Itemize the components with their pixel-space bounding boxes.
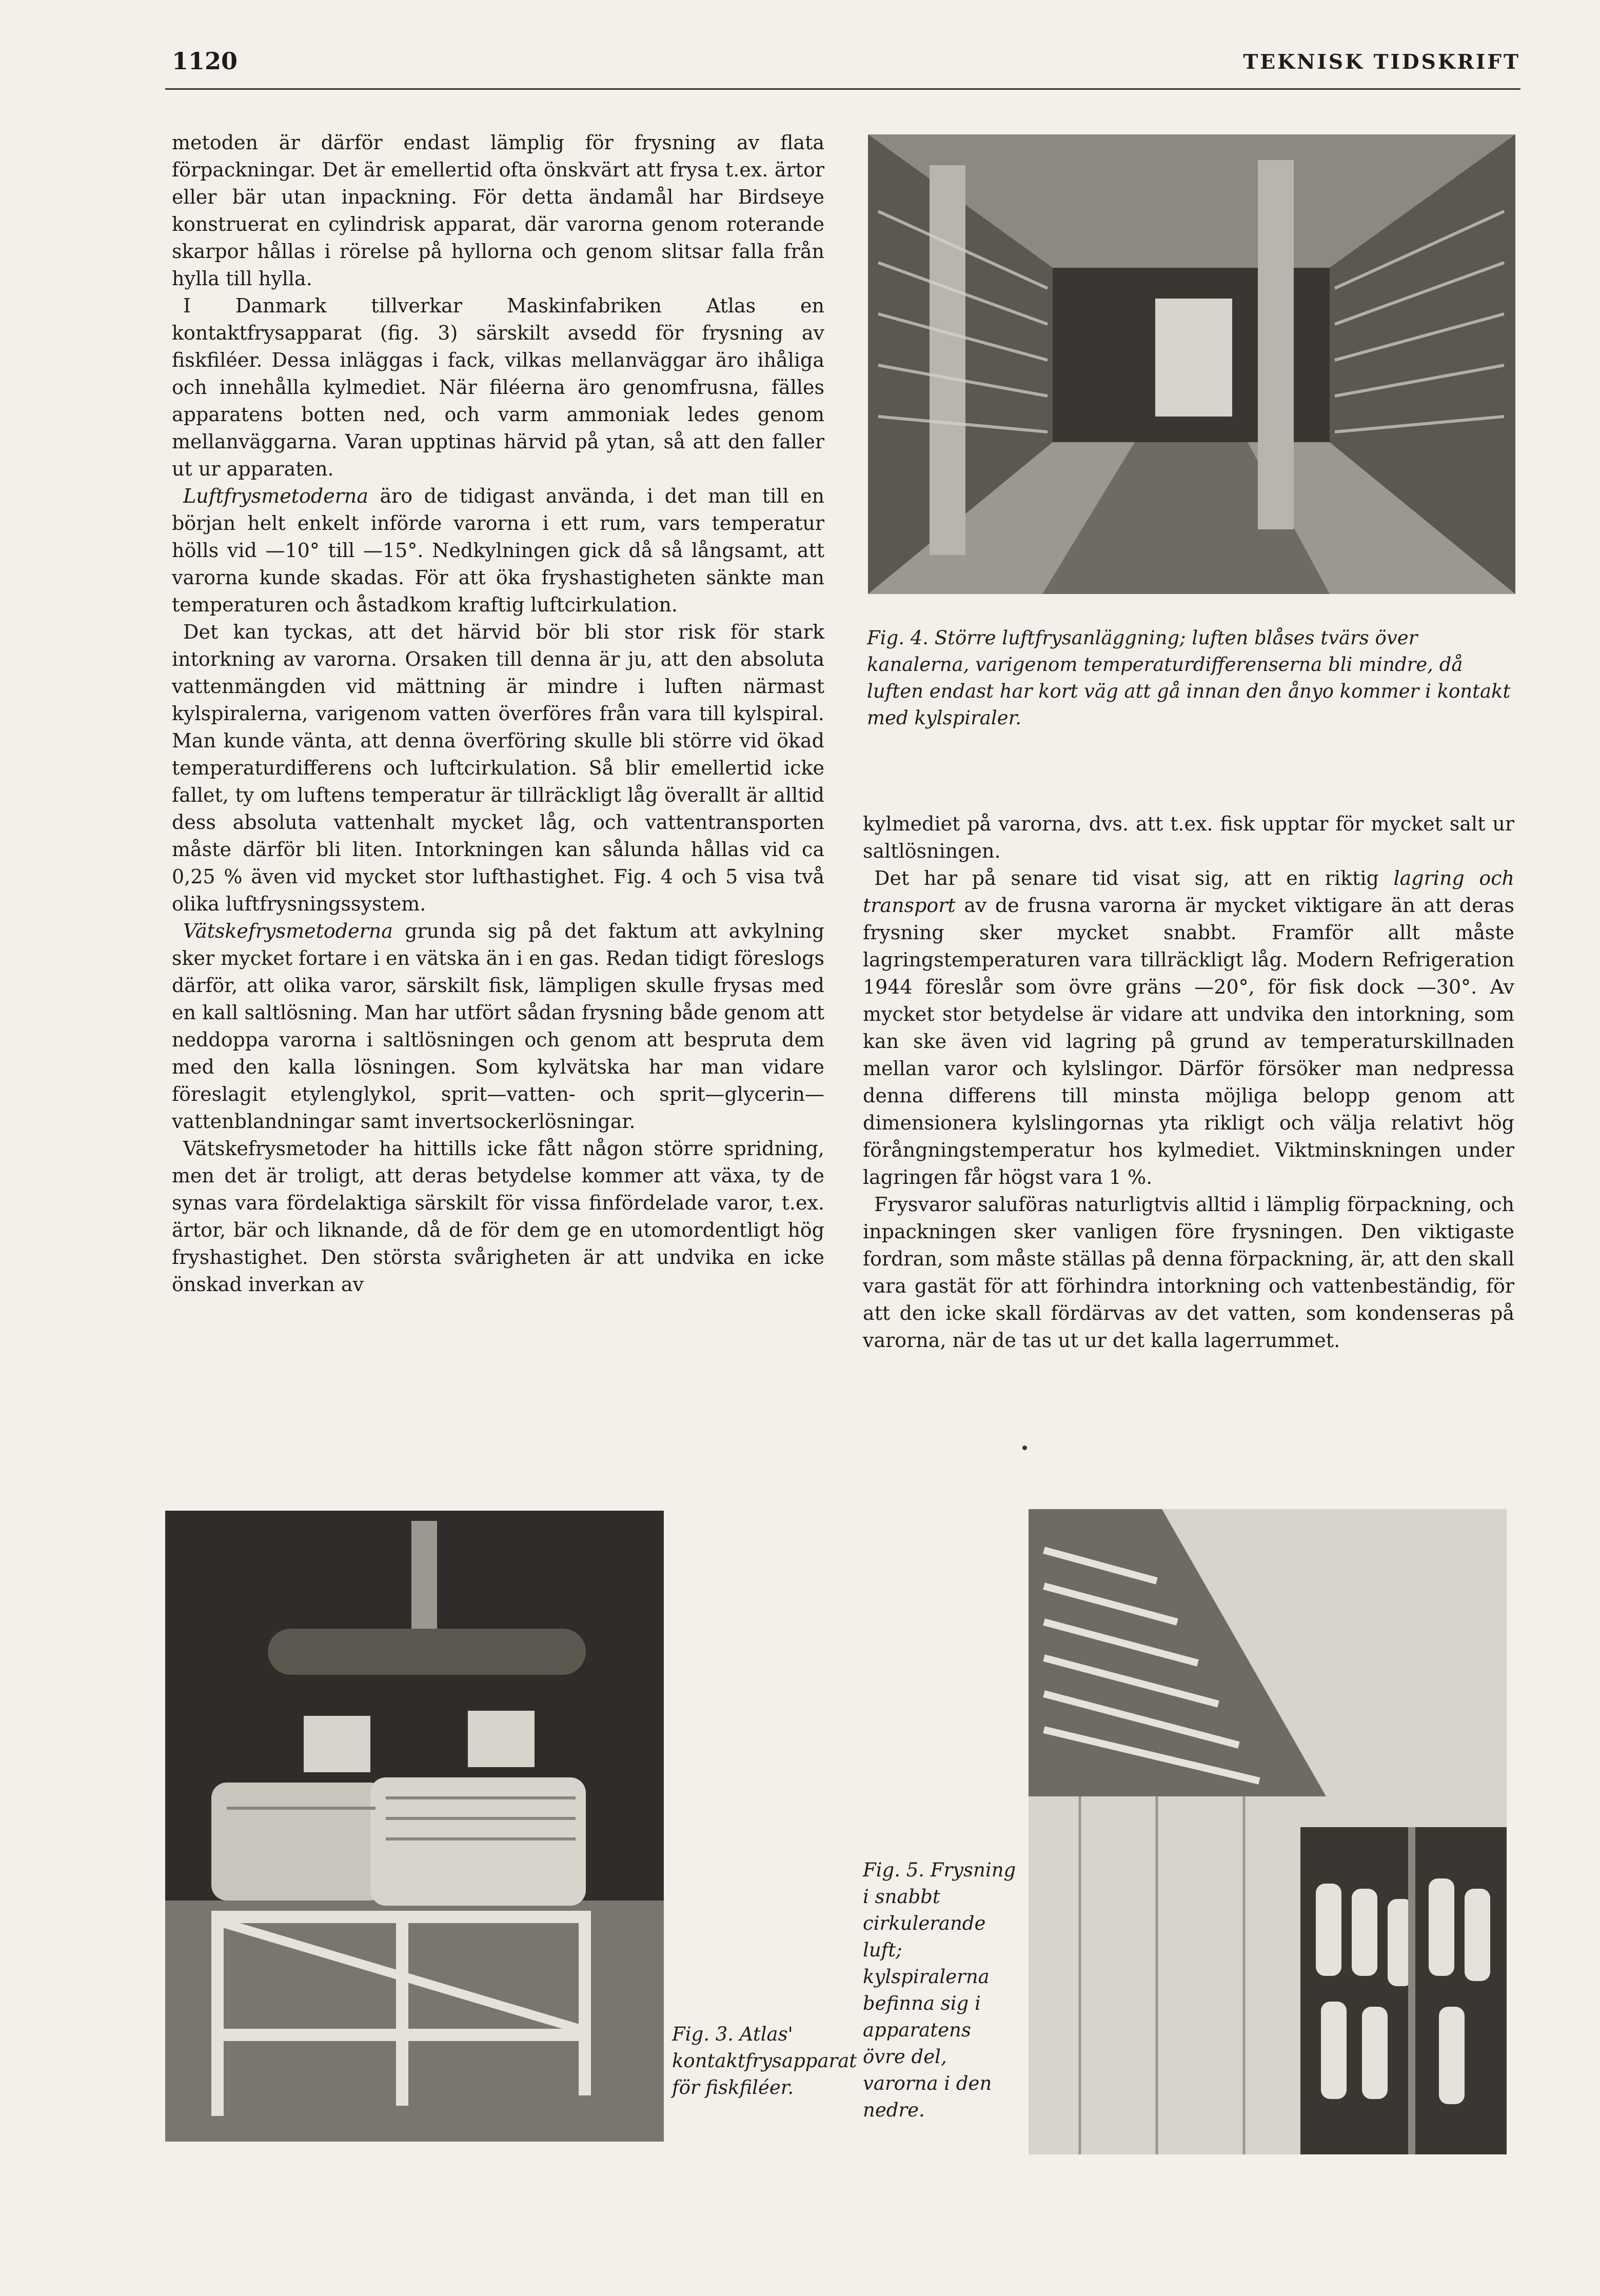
section-lead-term: Luftfrysmetoderna <box>183 485 369 507</box>
figure-5-caption: Fig. 5. Frysning i snabbt cirkulerande luft; kylspiralerna befinna sig i apparatens övre del, varorna i den nedre. <box>863 1859 1016 2121</box>
figure-3-caption: Fig. 3. Atlas' kontaktfrysapparat för fiskfiléer. <box>672 2023 857 2099</box>
right-text-column <box>863 810 1514 1354</box>
journal-title: TEKNISK TIDSKRIFT <box>1243 50 1520 74</box>
paragraph: Det kan tyckas, att det härvid bör bli stor risk för stark intorkning av varorna. Orsaken till denna är ju, att den absoluta vattenmängden vid mättning är mindre i luften närmast kylspiralerna, varigenom vatten överföres från vara till kylspiral. Man kunde vänta, att denna överföring skulle bli större vid ökad temperaturdifferens och luftcirkulation. Så blir emellertid icke fallet, ty om luftens temperatur är tillräckligt låg överallt är alltid dess absoluta vattenhalt mycket låg, och vattentransporten måste därför bli liten. Intorkningen kan sålunda hållas vid ca 0,25 % även vid mycket stor lufthastighet. Fig. 4 och 5 visa två olika luftfrysningssystem. <box>172 621 824 915</box>
paragraph <box>863 865 1514 1191</box>
paragraph <box>172 918 824 1135</box>
paragraph-text: grunda sig på det faktum att avkylning sker mycket fortare i en vätska än i en gas. Redan tidigt föreslogs därför, att olika varor, särskilt fisk, lämpligen skulle frysas med en kall saltlösning. Man har utfört sådan frysning både genom att neddoppa varorna i saltlösningen och genom att bespruta dem med den kalla lösningen. Som kylvätska har man vidare föreslagit etylenglykol, sprit—vatten- och sprit—glycerin—vattenblandningar samt invertsockerlösningar. <box>172 920 824 1133</box>
figure-4-photo <box>868 134 1515 594</box>
figure-4-caption: Fig. 4. Större luftfrysanläggning; luften blåses tvärs över kanalerna, varigenom temperaturdifferenserna bli mindre, då luften endast har kort väg att gå innan den ånyo kommer i kontakt med kylspiraler. <box>867 627 1511 729</box>
decorative-dot <box>1022 1446 1027 1450</box>
page-number: 1120 <box>172 47 238 75</box>
left-text-column <box>172 129 824 1298</box>
paragraph <box>172 483 824 619</box>
paragraph: kylmediet på varorna, dvs. att t.ex. fisk upptar för mycket salt ur saltlösningen. <box>863 813 1514 862</box>
paragraph: Vätskefrysmetoder ha hittills icke fått någon större spridning, men det är troligt, att deras betydelse kommer att växa, ty de synas vara fördelaktiga särskilt för vissa finfördelade varor, t.ex. ärtor, bär och liknande, då de för dem ge en utomordentligt hög fryshastighet. Den största svårigheten är att undvika en icke önskad inverkan av <box>172 1137 824 1296</box>
paragraph-text: av de frusna varorna är mycket viktigare än att deras frysning sker mycket snabbt. Framför allt måste lagringstemperaturen vara tillräckligt låg. Modern Refrigeration 1944 föreslår som övre gräns —20°, för fisk dock —30°. Av mycket stor betydelse är vidare att undvika den intorkning, som kan ske även vid lagring på grund av temperaturskillnaden mellan varor och kylslingor. Därför försöker man nedpressa denna differens till minsta möjliga belopp genom att dimensionera kylslingornas yta rikligt och välja relativt hög förångningstemperatur hos kylmediet. Viktminskningen under lagringen får högst vara 1 %. <box>863 894 1514 1189</box>
paragraph: metoden är därför endast lämplig för frysning av flata förpackningar. Det är emellertid ofta önskvärt att frysa t.ex. ärtor eller bär utan inpackning. För detta ändamål har Birdseye konstruerat en cylindrisk apparat, där varorna genom roterande skarpor hållas i rörelse på hyllorna och genom slitsar falla från hylla till hylla. <box>172 131 824 290</box>
paragraph-text: äro de tidigast använda, i det man till en början helt enkelt införde varorna i ett rum, vars temperatur hölls vid —10° till —15°. Nedkylningen gick då så långsamt, att varorna kunde skadas. För att öka fryshastigheten sänkte man temperaturen och åstadkom kraftig luftcirkulation. <box>172 485 824 616</box>
paragraph: Frysvaror saluföras naturligtvis alltid i lämplig förpackning, och inpackningen sker vanligen före frysningen. Den viktigaste fordran, som måste ställas på denna förpackning, är, att den skall vara gastät för att förhindra intorkning och vattenbeständig, för att den icke skall fördärvas av det vatten, som kondenseras på varorna, när de tas ut ur det kalla lagerrummet. <box>863 1193 1514 1352</box>
emphasized-term: lagring och transport <box>863 867 1514 917</box>
paragraph-text: Det har på senare tid visat sig, att en riktig <box>874 867 1394 889</box>
figure-5-photo <box>1029 1509 1507 2154</box>
paragraph: I Danmark tillverkar Maskinfabriken Atlas en kontaktfrysapparat (fig. 3) särskilt avsedd för frysning av fiskfiléer. Dessa inläggas i fack, vilkas mellanväggar äro ihåliga och innehålla kylmediet. När filéerna äro genomfrusna, fälles apparatens botten ned, och varm ammoniak ledes genom mellanväggarna. Varan upptinas härvid på ytan, så att den faller ut ur apparaten. <box>172 294 824 480</box>
section-lead-term: Vätskefrysmetoderna <box>183 920 393 942</box>
header-rule <box>165 88 1520 90</box>
figure-3-photo <box>165 1511 664 2142</box>
